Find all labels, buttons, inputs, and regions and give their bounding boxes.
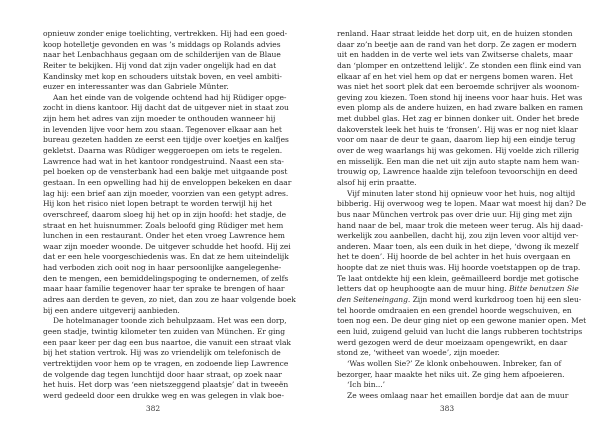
line-text: dan ‘plomper en ontzettend lelijk’. Ze stonden een flink eind van: [337, 60, 582, 70]
line-text: bureau gezeten hadden ze eerst een tijdje over koetjes en kalfjes: [43, 135, 289, 145]
line-text: zocht in diens kantoor. Hij dacht dat de uitgever niet in staat zou: [43, 103, 289, 113]
text-line: [337, 390, 569, 402]
text-line: [43, 390, 284, 402]
text-line: [337, 71, 573, 83]
text-line: [337, 316, 587, 327]
line-text: bus naar München vertrok pas over drie uur. Hij ging met zijn: [337, 209, 573, 219]
line-text: toen nog een. De deur ging niet op een gewone manier open. Met: [337, 316, 587, 326]
text-line: [43, 295, 296, 306]
text-line: [337, 199, 586, 210]
text-line: [337, 39, 577, 51]
line-text: gestaan. In een opwelling had hij de enveloppen bekeken en daar: [43, 177, 292, 187]
line-text: met dubbel glas. Het zag er binnen donker uit. Onder het brede: [337, 114, 580, 124]
text-line: [43, 273, 289, 285]
line-text: de volgende dag tegen lunchtijd door haar straat, op zoek naar: [43, 369, 282, 379]
line-text: letters dat op heuphoogte aan de muur hing.: [337, 284, 507, 294]
text-line: [43, 135, 289, 146]
line-text: alsof hij erin praatte.: [337, 177, 417, 187]
line-text: hand naar de bel, maar trok die meteen weer terug. Als hij daad-: [337, 220, 583, 230]
line-text: waar zijn moeder woonde. De uitgever schudde het hoofd. Hij zei: [43, 241, 291, 251]
text-line: [43, 209, 287, 221]
text-line: [43, 177, 292, 189]
text-line: [43, 358, 289, 370]
text-line: [337, 135, 576, 146]
line-text: vertrektijden voor hem op te vragen, en zodoende liep Lawrence: [43, 358, 289, 368]
line-text: koop hotelletje gevonden en was ’s middags op Rolands advies: [43, 39, 281, 49]
text-line: [337, 156, 580, 168]
text-line: [337, 82, 580, 93]
text-line: [337, 103, 583, 114]
line-text: voor om naar de deur te gaan, daarom liep hij een eindje terug: [337, 135, 576, 145]
line-text: ‘Ich bin...’: [347, 380, 385, 390]
line-text: was niet het soort plek dat een beroemde schrijver als woonom-: [337, 82, 580, 92]
line-text: het huis. Het dorp was ‘een nietszeggend plaatsje’ dat in tweeën: [43, 380, 289, 390]
line-text: Zijn mond werd kurkdroog toen hij een sleu-: [410, 295, 582, 305]
line-text: naar het Lenbachhaus gegaan om de schilderijen van de Blaue: [43, 50, 281, 60]
text-line: [43, 337, 291, 349]
text-line: [43, 103, 289, 114]
text-line: [43, 71, 282, 83]
line-text: Aan het einde van de volgende ochtend had hij Rüdiger opge-: [53, 92, 287, 102]
line-text: hoopte dat ze niet thuis was. Hij hoorde voetstappen op de trap.: [337, 263, 581, 273]
text-line: [337, 178, 557, 189]
text-line: [337, 50, 573, 61]
text-line: [337, 348, 557, 359]
line-text: Vijf minuten later stond hij opnieuw voor het huis, nog altijd: [347, 188, 576, 198]
text-line: [43, 39, 281, 51]
text-line: [43, 114, 276, 125]
line-text: overschreef, daarom sloeg hij het op in zijn hoofd: het stadje, de: [43, 209, 287, 219]
line-text: had verboden zich ooit nog in haar persoonlijke aangelegenhe-: [43, 263, 282, 273]
line-text: adres aan derden te geven, zo niet, dan zou ze haar volgende boek: [43, 295, 296, 305]
text-line: [43, 156, 284, 168]
text-line: [43, 252, 289, 263]
text-line: [43, 60, 277, 72]
line-text: Lawrence had wat in het kantoor rondgestruind. Naast een sta-: [43, 156, 284, 166]
line-text: en misselijk. Een man die net uit zijn auto stapte nam hem wan-: [337, 156, 580, 166]
text-line: [43, 316, 287, 327]
line-text: den te mengen, een bemiddelingspoging te ondernemen, of zelfs: [43, 273, 289, 283]
text-line: [43, 124, 282, 136]
right-page: [300, 0, 600, 440]
line-text: maar haar familie tegenover haar ter sprake te brengen of haar: [43, 284, 285, 294]
text-line: [43, 348, 281, 359]
text-line: [337, 231, 579, 242]
line-text: over de weg waarlangs hij was gekomen. Hij voelde zich rillerig: [337, 146, 580, 156]
text-line: [43, 188, 289, 200]
text-line: [337, 263, 581, 274]
line-text: dat er een hele voorgeschiedenis was. En dat ze hem uiteindelijk: [43, 252, 289, 262]
text-line: [43, 92, 287, 104]
text-line: [43, 29, 288, 40]
text-line: [43, 369, 282, 381]
line-text: pel boeken op de vensterbank had een bakje met uitgaande post: [43, 167, 288, 177]
text-line: [337, 60, 582, 72]
line-text: dakoverstek leek het huis te ‘fronsen’. Hij was er nog niet klaar: [337, 124, 578, 134]
text-line: [43, 231, 285, 242]
line-text: lunchen in een restaurant. Onder het eten vroeg Lawrence hem: [43, 231, 285, 241]
line-text: in levenden lijve voor hem zou staan. Tegenover elkaar aan het: [43, 124, 282, 134]
line-text: ‘Was wollen Sie?’ Ze klonk onbehouwen. Inbreker, fan of: [347, 358, 562, 368]
line-text: uit en hadden in de verte wel iets van Zwitserse chalets, maar: [337, 50, 573, 60]
text-line: [337, 124, 578, 136]
right-page-body-text: [337, 29, 587, 401]
text-line: [43, 263, 282, 274]
line-text: De hotelmanager toonde zich behulpzaam. Het was een dorp,: [53, 316, 287, 326]
text-line: [337, 241, 579, 253]
text-line: [43, 284, 285, 295]
text-line: [337, 284, 579, 295]
text-line: [337, 273, 579, 285]
line-text: het te doen’. Hij hoorde de bel achter in het huis overgaan en: [337, 252, 571, 262]
line-text: renland. Haar straat leidde het dorp uit, en de huizen stonden: [337, 29, 573, 38]
line-text: Hij kon het risico niet lopen betrapt te worden terwijl hij het: [43, 199, 273, 209]
text-line: [43, 326, 285, 338]
right-page-number: 383: [439, 404, 455, 413]
line-text: Reiter te bekijken. Hij vond dat zijn vader ongelijk had en dat: [43, 60, 277, 70]
text-line: [337, 29, 573, 40]
line-text: Te laat ontdekte hij een klein, geëmailleerd bordje met gotische: [337, 273, 579, 283]
line-text: straat en het huisnummer. Zoals beloofd ging Rüdiger met hem: [43, 220, 284, 230]
line-text: daar zo’n beetje aan de rand van het dorp. Ze zagen er modern: [337, 39, 577, 49]
line-text: tel hoorde omdraaien en een grendel hoorde wegschuiven, en: [337, 305, 572, 315]
line-text: een paar keer per dag een bus naartoe, die vanuit een straat vlak: [43, 337, 291, 347]
text-line: [337, 337, 568, 349]
italic-text: Bitte benutzen Sie: [508, 284, 579, 294]
line-text: werkelijk zou aanbellen, dacht hij, zou zijn leven voor altijd ver-: [337, 231, 579, 241]
line-text: zijn hem het adres van zijn moeder te onthouden wanneer hij: [43, 114, 276, 124]
text-line: [337, 146, 580, 157]
line-text: Kandinsky met kop en schouders uitstak boven, en veel ambiti-: [43, 71, 282, 81]
line-text: even plomp als de andere huizen, en had zware balken en ramen: [337, 103, 583, 113]
line-text: stond ze, ‘witheet van woede’, zijn moeder.: [337, 348, 500, 358]
line-text: bij een andere uitgeverij aanbieden.: [43, 305, 180, 315]
text-line: [43, 241, 291, 253]
text-line: [43, 167, 288, 178]
text-line: [43, 199, 273, 210]
line-text: Ze wees omlaag naar het emaillen bordje dat aan de muur: [347, 390, 569, 400]
text-line: [43, 306, 263, 317]
text-line: [43, 50, 281, 61]
line-text: werd gedeeld door een drukke weg en was gelegen in vlak boe-: [43, 390, 284, 400]
line-text: euzer en interessanter was dan Gabriele Münter.: [43, 82, 229, 92]
line-text: bibberig. Hij overwoog weg te lopen. Maar wat moest hij dan? De: [337, 199, 586, 209]
text-line: [337, 188, 576, 200]
line-text: bij het station vertrok. Hij was zo vriendelijk om telefonisch de: [43, 348, 281, 358]
left-page-body-text: [43, 29, 296, 401]
line-text: elkaar af en het viel hem op dat er nergens bomen waren. Het: [337, 71, 573, 81]
italic-text: den Seiteneingang.: [337, 295, 411, 305]
text-line: [337, 167, 578, 178]
text-line: [337, 305, 572, 317]
text-line: [337, 220, 583, 232]
text-line: [337, 114, 580, 125]
left-page-number: 382: [145, 404, 161, 413]
line-text: anderen. Maar toen, als een duik in het diepe, ‘dwong ik mezelf: [337, 241, 579, 251]
text-line: [337, 380, 557, 391]
text-line: [43, 82, 263, 93]
text-line: [337, 295, 582, 306]
line-text: opnieuw zonder enige toelichting, vertrekken. Hij had een goed-: [43, 29, 288, 38]
line-text: geving zou kiezen. Toen stond hij ineens voor haar huis. Het was: [337, 92, 583, 102]
text-line: [43, 146, 283, 157]
text-line: [337, 209, 573, 221]
line-text: werd gezogen werd de deur moeizaam opengewrikt, en daar: [337, 337, 568, 347]
line-text: een luid, zuigend geluid van lucht die langs rubberen tochtstrips: [337, 326, 583, 336]
text-line: [43, 220, 284, 232]
text-line: [337, 369, 565, 381]
text-line: [43, 380, 289, 391]
line-text: gekletst. Daarna was Rüdiger weggeroepen om iets te regelen.: [43, 146, 283, 156]
text-line: [337, 358, 562, 370]
line-text: geen stadje, twintig kilometer ten zuiden van München. Er ging: [43, 326, 285, 336]
text-line: [337, 252, 571, 263]
line-text: bezorger, haar maakte het niks uit. Ze ging hem afpoeieren.: [337, 369, 565, 379]
text-line: [337, 92, 583, 104]
line-text: lag hij: een brief aan zijn moeder, voorzien van een getypt adres.: [43, 188, 289, 198]
line-text: trouwig op, Lawrence haalde zijn telefoon tevoorschijn en deed: [337, 167, 578, 177]
text-line: [337, 326, 583, 338]
